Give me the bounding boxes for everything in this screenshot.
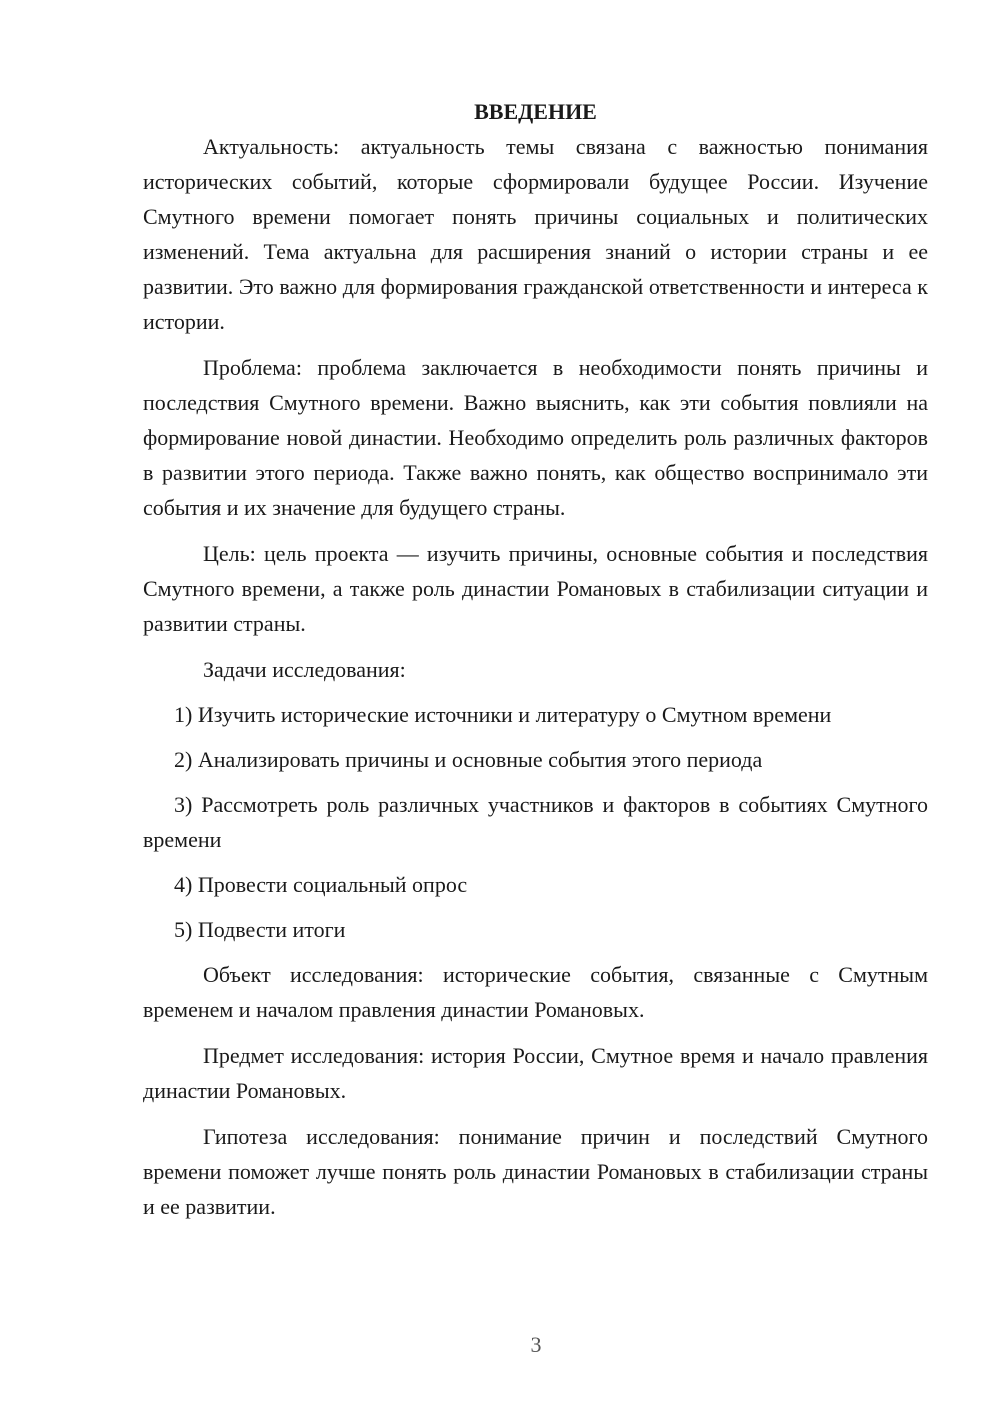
page-number: 3 — [530, 1332, 542, 1357]
problem-paragraph: Проблема: проблема заключается в необходимости понять причины и последствия Смутного времени. Важно выяснить, как эти события повлияли на формирование новой династии. Необходимо определить роль различных факторов в развитии этого периода. Также важно понять, как общество воспринимало эти события и их значение для будущего страны. — [143, 355, 928, 520]
task-item: 4) Провести социальный опрос — [174, 872, 468, 897]
object-paragraph: Объект исследования: исторические события, связанные с Смутным временем и началом правления династии Романовых. — [143, 962, 928, 1022]
task-item: 3) Рассмотреть роль различных участников и факторов в событиях Смутного времени — [143, 792, 928, 852]
task-item: 5) Подвести итоги — [174, 917, 346, 942]
tasks-list — [143, 697, 928, 947]
goal-paragraph: Цель: цель проекта — изучить причины, основные события и последствия Смутного времени, а также роль династии Романовых в стабилизации ситуации и развитии страны. — [143, 541, 928, 636]
document-page — [143, 94, 928, 1235]
relevance-paragraph: Актуальность: актуальность темы связана с важностью понимания исторических событий, которые сформировали будущее России. Изучение Смутного времени помогает понять причины социальных и политических изменений. Тема актуальна для расширения знаний о истории страны и ее развитии. Это важно для формирования гражданской ответственности и интереса к истории. — [143, 134, 928, 334]
section-heading: ВВЕДЕНИЕ — [474, 99, 597, 124]
task-item: 1) Изучить исторические источники и литературу о Смутном времени — [174, 702, 832, 727]
hypothesis-paragraph: Гипотеза исследования: понимание причин и последствий Смутного времени поможет лучше понять роль династии Романовых в стабилизации страны и ее развитии. — [143, 1124, 928, 1219]
tasks-title: Задачи исследования: — [203, 657, 406, 682]
task-item: 2) Анализировать причины и основные события этого периода — [174, 747, 763, 772]
subject-paragraph: Предмет исследования: история России, Смутное время и начало правления династии Романовых. — [143, 1043, 928, 1103]
